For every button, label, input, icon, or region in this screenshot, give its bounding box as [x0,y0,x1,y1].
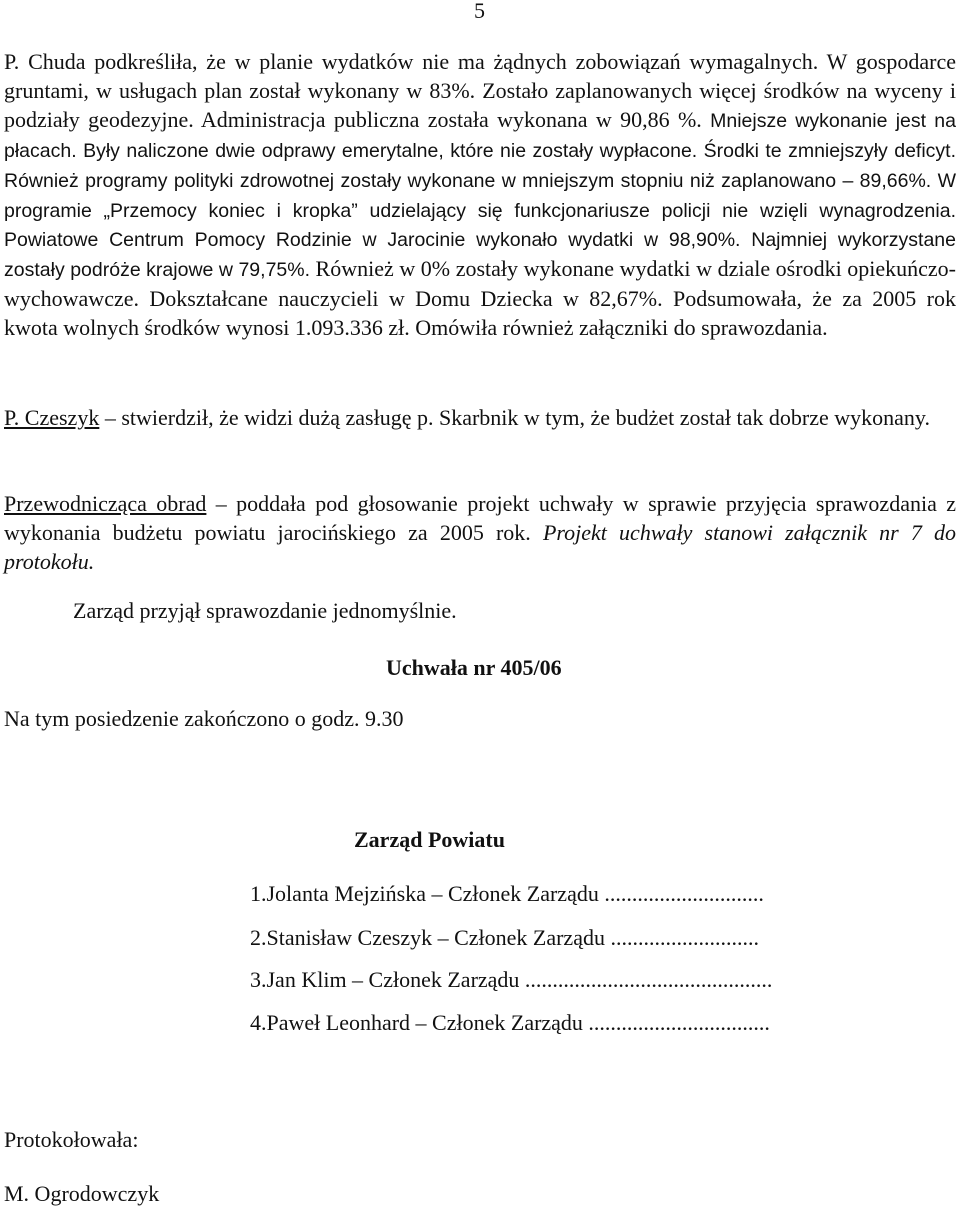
paragraph-budget-summary-part3: Również w 0% zostały wykonane wydatki w dziale ośrodki opiekuńczo-wychowawcze. Dokształcane nauczycieli w Domu Dziecka w 82,67%. Podsumowała, że za 2005 rok kwota wolnych środków wynosi 1.093.336 zł. Omówiła również załączniki do sprawozdania. [4,256,956,341]
recorder-name: M. Ogrodowczyk [4,1181,160,1206]
resolution-number: Uchwała nr 405/06 [386,655,562,680]
speaker-name: Przewodnicząca obrad [4,491,207,516]
board-member: 4.Paweł Leonhard – Członek Zarządu ................................. [250,1010,770,1035]
paragraph-budget-summary-part2: Mniejsze wykonanie jest na płacach. Były naliczone dwie odprawy emerytalne, które nie zostały wypłacone. Środki te zmniejszyły deficyt. Również programy polityki zdrowotnej zostały wykonane w mniejszym stopniu niż zaplanowano – 89,66%. W programie „Przemocy koniec i kropka” udzielający się funkcjonariusze policji nie wzięli wynagrodzenia. Powiatowe Centrum Pomocy Rodzinie w Jarocinie wykonało wydatki w 98,90%. Najmniej wykorzystane zostały podróże krajowe w 79,75%. [4,109,956,282]
board-member: 3.Jan Klim – Członek Zarządu ............................................. [250,967,773,992]
closing-statement: Na tym posiedzenie zakończono o godz. 9.30 [4,706,404,731]
recorder-label: Protokołowała: [4,1127,139,1152]
board-member: 1.Jolanta Mejzińska – Członek Zarządu ............................. [250,881,764,906]
paragraph-vote [4,490,956,577]
paragraph-czeszyk-statement [4,404,956,433]
speaker-name: P. Czeszyk [4,405,100,430]
paragraph-budget-summary-part1: P. Chuda podkreśliła, że w planie wydatków nie ma żądnych zobowiązań wymagalnych. W gospodarce gruntami, w usługach plan został wykonany w 83%. Zostało zaplanowanych więcej środków na wyceny i podziały geodezyjne. Administracja publiczna została wykonana w 90,86 %. [4,49,956,132]
attachment-note: Projekt uchwały stanowi załącznik nr 7 do protokołu. [4,519,957,574]
vote-text: – poddała pod głosowanie projekt uchwały w sprawie przyjęcia sprawozdania z wykonania budżetu powiatu jarocińskiego za 2005 rok. [4,491,956,545]
paragraph-budget-summary [4,48,956,343]
statement-text: – stwierdził, że widzi dużą zasługę p. Skarbnik w tym, że budżet został tak dobrze wykonany. [99,405,930,430]
page-number: 5 [474,0,485,23]
board-title: Zarząd Powiatu [354,827,505,852]
board-member: 2.Stanisław Czeszyk – Członek Zarządu ........................... [250,925,759,950]
vote-result: Zarząd przyjął sprawozdanie jednomyślnie. [73,598,457,623]
